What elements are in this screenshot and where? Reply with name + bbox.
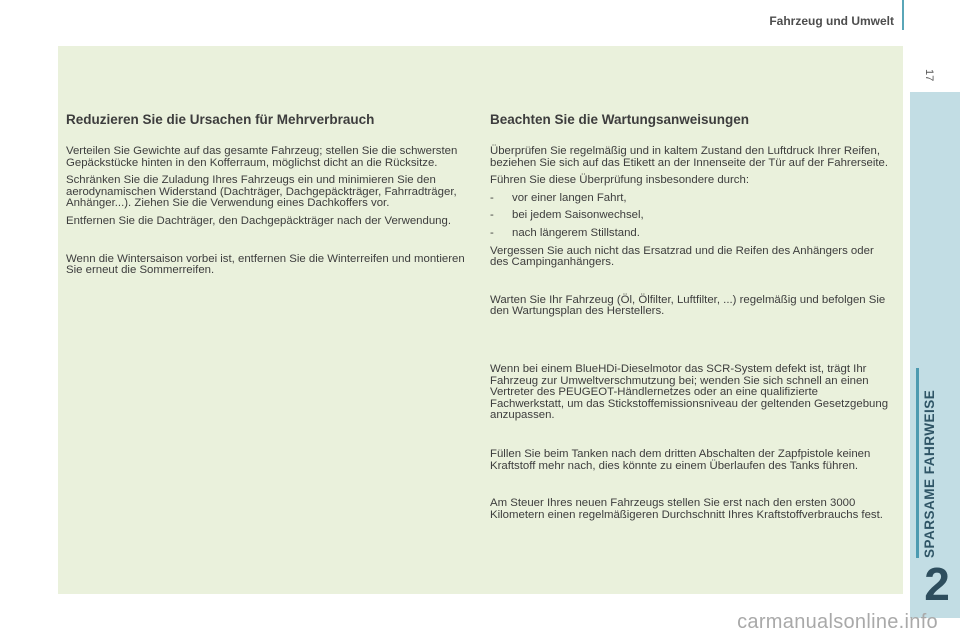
left-paragraph: Wenn die Wintersaison vorbei ist, entfernen Sie die Winterreifen und montieren Sie erneut die Sommerreifen.: [66, 252, 465, 277]
check-list: [490, 193, 890, 240]
right-paragraph: Warten Sie Ihr Fahrzeug (Öl, Ölfilter, Luftfilter, ...) regelmäßig und befolgen Sie den Wartungsplan des Herstellers.: [490, 293, 886, 318]
right-paragraph: Füllen Sie beim Tanken nach dem dritten Abschalten der Zapfpistole keinen Kraftstoff mehr nach, dies könnte zu einem Überlaufen des Tanks führen.: [490, 447, 871, 472]
list-dash: -: [490, 191, 494, 204]
right-column: [490, 112, 890, 527]
list-item: [490, 228, 890, 240]
right-intro: Überprüfen Sie regelmäßig und in kaltem Zustand den Luftdruck Ihrer Reifen, beziehen Sie sich auf das Etikett an der Innenseite der Tür auf der Fahrerseite.: [490, 145, 889, 169]
chapter-label: SPARSAME FAHRWEISE: [922, 389, 937, 558]
list-intro: Führen Sie diese Überprüfung insbesondere durch:: [490, 174, 749, 187]
section-title: Fahrzeug und Umwelt: [769, 14, 894, 28]
chapter-number: 2: [924, 558, 950, 610]
left-paragraph: Verteilen Sie Gewichte auf das gesamte Fahrzeug; stellen Sie die schwersten Gepäckstücke hinten in den Kofferraum, möglichst dicht an die Rücksitze.: [66, 145, 458, 169]
right-paragraph: Am Steuer Ihres neuen Fahrzeugs stellen Sie erst nach den ersten 3000 Kilometern einen regelmäßigeren Durchschnitt Ihres Kraftstoffverbrauchs fest.: [490, 497, 883, 521]
list-item: [490, 193, 890, 205]
list-item-text: nach längerem Stillstand.: [512, 226, 640, 239]
right-paragraph: Wenn bei einem BlueHDi-Dieselmotor das SCR-System defekt ist, trägt Ihr Fahrzeug zur Umweltverschmutzung bei; wenden Sie sich schnell an einen Vertreter des PEUGEOT-Händlernetzes oder an eine qualifizierte Fachwerkstatt, um das Stickstoffemissionsniveau der geltenden Gesetzgebung anzupassen.: [490, 362, 889, 422]
list-item-text: vor einer langen Fahrt,: [512, 191, 627, 204]
list-dash: -: [490, 226, 494, 239]
header-divider: [902, 0, 904, 30]
right-heading: Beachten Sie die Wartungsanweisungen: [490, 112, 750, 127]
left-paragraph: Entfernen Sie die Dachträger, den Dachgepäckträger nach der Verwendung.: [66, 214, 452, 227]
list-dash: -: [490, 209, 494, 222]
left-paragraph: Schränken Sie die Zuladung Ihres Fahrzeugs ein und minimieren Sie den aerodynamischen Widerstand (Dachträger, Dachgepäckträger, Fahrradträger, Anhänger...). Ziehen Sie die Verwendung eines Dachkoffers vor.: [66, 174, 457, 210]
after-list-paragraph: Vergessen Sie auch nicht das Ersatzrad und die Reifen des Anhängers oder des Campinganhängers.: [490, 244, 874, 269]
left-column: [66, 112, 466, 283]
list-item: [490, 210, 890, 222]
watermark: carmanualsonline.info: [737, 611, 938, 633]
page-number: 17: [923, 69, 935, 82]
list-item-text: bei jedem Saisonwechsel,: [512, 209, 644, 222]
left-heading: Reduzieren Sie die Ursachen für Mehrverbrauch: [66, 112, 375, 127]
chapter-tab-stripe: [916, 368, 919, 558]
